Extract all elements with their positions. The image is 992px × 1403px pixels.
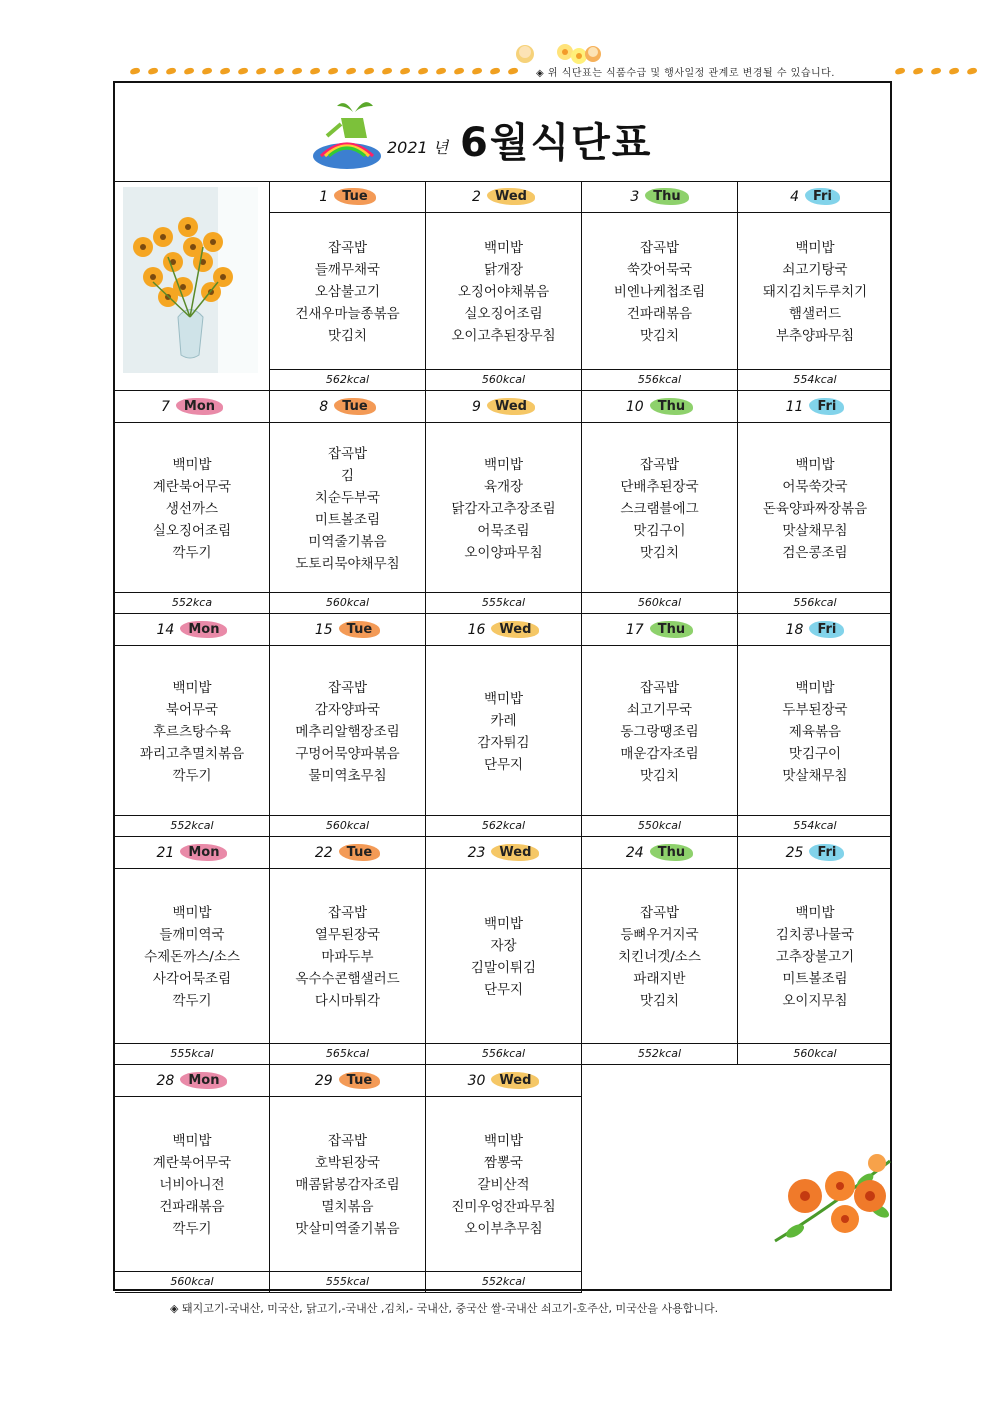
menu-item: 등뼈우거지국 <box>620 927 699 943</box>
kcal-label: 556kcal <box>738 592 892 613</box>
menu-item: 동그랑땡조림 <box>620 723 699 740</box>
day-number: 18 <box>785 621 804 638</box>
dot-border-left <box>130 68 518 78</box>
menu-item: 스크램블에그 <box>620 500 699 517</box>
kcal-label: 560kcal <box>582 592 737 613</box>
menu-item: 실오징어조림 <box>152 522 232 539</box>
weekday-badge: Tue <box>339 621 381 638</box>
menu-item: 백미밥 <box>483 456 524 473</box>
day-number: 10 <box>625 398 644 415</box>
kcal-label: 560kcal <box>426 369 581 390</box>
menu-item: 잡곡밥 <box>639 679 680 696</box>
menu-item: 백미밥 <box>483 690 524 707</box>
menu-item: 매콤닭봉감자조림 <box>295 1177 400 1193</box>
day-header <box>426 614 581 646</box>
menu-item: 맛김구이 <box>633 522 686 539</box>
menu-list <box>738 677 892 787</box>
weekday-badge: Thu <box>650 621 693 638</box>
menu-item: 옥수수콘햄샐러드 <box>295 971 400 987</box>
weekday-badge: Wed <box>491 621 539 638</box>
menu-item: 단무지 <box>483 982 524 998</box>
menu-item: 짬뽕국 <box>483 1155 524 1171</box>
title-row <box>115 83 890 182</box>
day-number: 14 <box>156 621 175 638</box>
menu-item: 카레 <box>490 712 517 729</box>
menu-item: 오삼불고기 <box>314 284 381 300</box>
menu-item: 맛살채무침 <box>782 522 848 539</box>
weekday-badge: Fri <box>809 398 844 415</box>
menu-item: 김치콩나물국 <box>775 927 855 943</box>
day-cell <box>582 391 738 614</box>
menu-item: 닭개장 <box>483 262 524 278</box>
menu-list <box>270 1130 425 1240</box>
kcal-label: 550kcal <box>582 815 737 836</box>
kcal-label: 554kcal <box>738 815 892 836</box>
day-header <box>270 181 425 213</box>
menu-list <box>426 913 581 1001</box>
menu-item: 물미역초무침 <box>308 767 387 784</box>
day-cell <box>270 1065 426 1293</box>
day-number: 7 <box>160 398 170 415</box>
day-number: 17 <box>625 621 644 638</box>
day-number: 9 <box>472 398 481 415</box>
weekday-badge: Fri <box>805 188 840 205</box>
day-cell <box>270 614 426 837</box>
menu-list <box>582 677 737 787</box>
day-header <box>115 391 269 423</box>
day-cell <box>738 181 892 391</box>
menu-item: 파래지반 <box>633 971 686 987</box>
menu-item: 맛김치 <box>639 993 680 1009</box>
menu-list <box>426 454 581 564</box>
menu-item: 맛살채무침 <box>782 767 848 784</box>
menu-item: 햄샐러드 <box>788 306 842 322</box>
menu-item: 부추양파무침 <box>775 328 855 344</box>
menu-item: 너비아니전 <box>159 1177 225 1193</box>
menu-item: 백미밥 <box>172 679 212 696</box>
menu-item: 수제돈까스/소스 <box>144 949 240 965</box>
menu-list <box>270 443 425 575</box>
watering-can-logo <box>311 96 389 172</box>
day-header <box>426 837 581 869</box>
menu-item: 계란북어무국 <box>152 1155 232 1171</box>
menu-item: 자장 <box>490 938 517 954</box>
menu-item: 맛김치 <box>639 328 680 344</box>
menu-item: 감자양파국 <box>314 701 381 718</box>
menu-item: 돼지김치두루치기 <box>762 284 868 300</box>
day-header <box>270 1065 425 1097</box>
day-header <box>115 837 269 869</box>
weekday-badge: Tue <box>339 1072 381 1089</box>
day-number: 16 <box>467 621 486 638</box>
menu-item: 김말이튀김 <box>470 960 537 976</box>
menu-item: 단무지 <box>483 756 524 773</box>
menu-item: 미트볼조림 <box>782 971 848 987</box>
day-cell <box>738 614 892 837</box>
day-number: 29 <box>314 1072 333 1089</box>
day-cell <box>426 837 582 1065</box>
menu-list <box>115 1130 269 1240</box>
menu-item: 백미밥 <box>795 456 835 473</box>
day-header <box>738 614 892 646</box>
kcal-label: 552kca <box>115 592 269 613</box>
menu-list <box>426 688 581 776</box>
day-cell <box>115 837 270 1065</box>
day-number: 23 <box>467 844 486 861</box>
day-header <box>738 391 892 423</box>
dot-border-right <box>895 68 977 78</box>
day-cell <box>270 181 426 391</box>
menu-item: 후르츠탕수육 <box>152 723 232 740</box>
kcal-label: 560kcal <box>115 1271 269 1292</box>
menu-item: 마파두부 <box>321 949 374 965</box>
top-notice: ◈ 위 식단표는 식품수급 및 행사일정 관계로 변경될 수 있습니다. <box>536 68 835 79</box>
menu-item: 단배추된장국 <box>620 478 699 495</box>
menu-item: 치킨너겟/소스 <box>618 949 701 965</box>
menu-item: 쇠고기무국 <box>626 701 693 718</box>
menu-item: 잡곡밥 <box>327 679 368 696</box>
menu-item: 깍두기 <box>172 1221 212 1237</box>
menu-item: 생선까스 <box>165 500 219 517</box>
menu-item: 백미밥 <box>172 905 212 921</box>
menu-item: 들깨미역국 <box>159 927 225 943</box>
menu-list <box>582 902 737 1012</box>
day-header <box>426 391 581 423</box>
day-number: 30 <box>467 1072 486 1089</box>
menu-list <box>426 237 581 347</box>
day-cell <box>738 837 892 1065</box>
kcal-label: 552kcal <box>115 815 269 836</box>
weekday-badge: Wed <box>491 844 539 861</box>
menu-item: 맛김구이 <box>788 745 842 762</box>
menu-item: 제육볶음 <box>788 723 842 740</box>
menu-item: 잡곡밥 <box>639 905 680 921</box>
menu-item: 계란북어무국 <box>152 478 232 495</box>
menu-item: 북어무국 <box>165 701 219 718</box>
menu-item: 백미밥 <box>172 456 212 473</box>
menu-item: 잡곡밥 <box>327 905 368 921</box>
menu-item: 멸치볶음 <box>321 1199 374 1215</box>
menu-item: 닭감자고추장조림 <box>451 500 556 517</box>
menu-item: 깍두기 <box>172 767 212 784</box>
day-cell <box>426 1065 582 1293</box>
day-header <box>426 1065 581 1097</box>
kcal-label: 562kcal <box>426 815 581 836</box>
day-header <box>582 614 737 646</box>
day-cell <box>270 391 426 614</box>
menu-item: 오이고추된장무침 <box>451 328 556 344</box>
weekday-badge: Thu <box>650 398 693 415</box>
menu-item: 열무된장국 <box>314 927 381 943</box>
day-header <box>115 1065 269 1097</box>
menu-item: 오이양파무침 <box>464 544 543 561</box>
menu-list <box>115 454 269 564</box>
day-cell <box>426 391 582 614</box>
menu-item: 잡곡밥 <box>327 1133 368 1149</box>
menu-item: 돈육양파짜장볶음 <box>762 500 868 517</box>
weekday-badge: Mon <box>180 621 227 638</box>
day-number: 21 <box>156 844 175 861</box>
menu-item: 맛살미역줄기볶음 <box>295 1221 400 1237</box>
kcal-label: 555kcal <box>426 592 581 613</box>
menu-item: 오징어야채볶음 <box>457 284 550 300</box>
kcal-label: 562kcal <box>270 369 425 390</box>
day-number: 15 <box>314 621 333 638</box>
menu-item: 김 <box>340 467 355 484</box>
menu-item: 오이부추무침 <box>464 1221 543 1237</box>
menu-item: 갈비산적 <box>477 1177 530 1193</box>
orange-flowers-illustration <box>765 1151 900 1251</box>
menu-item: 들깨무채국 <box>314 262 381 278</box>
menu-list <box>582 237 737 347</box>
weekday-badge: Mon <box>180 1072 227 1089</box>
kcal-label: 560kcal <box>738 1043 892 1064</box>
menu-item: 도토리묵야채무침 <box>295 555 400 572</box>
menu-item: 잡곡밥 <box>639 456 680 473</box>
day-cell <box>270 837 426 1065</box>
day-header <box>270 391 425 423</box>
menu-item: 쑥갓어묵국 <box>626 262 693 278</box>
weekday-badge: Wed <box>487 188 535 205</box>
menu-item: 오이지무침 <box>782 993 848 1009</box>
kcal-label: 555kcal <box>115 1043 269 1064</box>
photo-cell <box>115 181 270 391</box>
page-title: 6월식단표 <box>460 120 653 166</box>
day-cell <box>738 391 892 614</box>
weekday-badge: Thu <box>650 844 693 861</box>
menu-item: 어묵조림 <box>477 522 530 539</box>
day-header <box>426 181 581 213</box>
weekday-badge: Fri <box>809 844 844 861</box>
menu-item: 진미우엉잔파무침 <box>451 1199 556 1215</box>
menu-item: 고추장불고기 <box>775 949 855 965</box>
weekday-badge: Tue <box>334 398 376 415</box>
weekday-badge: Tue <box>339 844 381 861</box>
kcal-label: 552kcal <box>426 1271 581 1292</box>
day-header <box>582 837 737 869</box>
menu-list <box>738 237 892 347</box>
day-cell <box>426 614 582 837</box>
day-cell <box>582 614 738 837</box>
menu-item: 잡곡밥 <box>639 240 680 256</box>
menu-item: 육개장 <box>483 478 524 495</box>
day-header <box>582 391 737 423</box>
menu-item: 검은콩조림 <box>782 544 848 561</box>
day-cell <box>426 181 582 391</box>
day-header <box>738 181 892 213</box>
weekday-badge: Mon <box>176 398 223 415</box>
year-label: 2021 년 <box>387 138 449 157</box>
menu-item: 어묵쑥갓국 <box>782 478 848 495</box>
menu-item: 백미밥 <box>483 1133 524 1149</box>
weekday-badge: Wed <box>491 1072 539 1089</box>
day-cell <box>115 614 270 837</box>
kcal-label: 565kcal <box>270 1043 425 1064</box>
menu-item: 호박된장국 <box>314 1155 381 1171</box>
menu-item: 치순두부국 <box>314 489 381 506</box>
menu-list <box>270 677 425 787</box>
menu-item: 미역줄기볶음 <box>308 533 387 550</box>
day-number: 4 <box>790 188 799 205</box>
day-number: 3 <box>630 188 640 205</box>
menu-item: 건새우마늘종볶음 <box>295 306 400 322</box>
day-number: 11 <box>785 398 804 415</box>
day-number: 28 <box>156 1072 175 1089</box>
day-header <box>270 837 425 869</box>
menu-list <box>582 454 737 564</box>
menu-item: 백미밥 <box>795 240 835 256</box>
menu-list <box>738 454 892 564</box>
menu-list <box>270 902 425 1012</box>
day-number: 22 <box>314 844 333 861</box>
menu-list <box>738 902 892 1012</box>
menu-item: 맛김치 <box>639 544 680 561</box>
footer-origin-note: ◈ 돼지고기-국내산, 미국산, 닭고기,-국내산 ,김치,- 국내산, 중국산 쌀-국내산 쇠고기-호주산, 미국산을 사용합니다. <box>170 1302 719 1315</box>
menu-item: 백미밥 <box>172 1133 212 1149</box>
day-header <box>738 837 892 869</box>
day-number: 8 <box>319 398 329 415</box>
menu-item: 비엔나케첩조림 <box>613 284 706 300</box>
menu-list <box>115 677 269 787</box>
menu-list <box>115 902 269 1012</box>
weekday-badge: Thu <box>645 188 688 205</box>
menu-item: 구멍어묵양파볶음 <box>295 745 400 762</box>
menu-item: 잡곡밥 <box>327 445 368 462</box>
menu-item: 잡곡밥 <box>327 240 368 256</box>
menu-item: 맛김치 <box>327 328 368 344</box>
menu-item: 두부된장국 <box>782 701 848 718</box>
day-cell <box>582 837 738 1065</box>
menu-list <box>270 237 425 347</box>
menu-item: 꽈리고추멸치볶음 <box>139 745 245 762</box>
menu-item: 깍두기 <box>172 544 212 561</box>
day-cell <box>115 391 270 614</box>
weekday-badge: Tue <box>334 188 376 205</box>
menu-calendar <box>113 81 892 1291</box>
weekday-badge: Fri <box>809 621 844 638</box>
kcal-label: 554kcal <box>738 369 892 390</box>
day-header <box>270 614 425 646</box>
weekday-badge: Mon <box>180 844 227 861</box>
menu-item: 백미밥 <box>795 679 835 696</box>
day-cell <box>582 181 738 391</box>
menu-item: 사각어묵조림 <box>152 971 232 987</box>
day-header <box>115 614 269 646</box>
kcal-label: 560kcal <box>270 592 425 613</box>
kcal-label: 556kcal <box>426 1043 581 1064</box>
menu-item: 백미밥 <box>483 916 524 932</box>
day-cell <box>115 1065 270 1293</box>
menu-item: 실오징어조림 <box>464 306 543 322</box>
menu-item: 맛김치 <box>639 767 680 784</box>
day-number: 25 <box>785 844 804 861</box>
flower-vase-photo <box>123 187 258 373</box>
menu-item: 다시마튀각 <box>314 993 381 1009</box>
kcal-label: 560kcal <box>270 815 425 836</box>
menu-item: 건파래볶음 <box>626 306 693 322</box>
menu-item: 매운감자조림 <box>620 745 699 762</box>
menu-item: 미트볼조림 <box>314 511 381 528</box>
kcal-label: 556kcal <box>582 369 737 390</box>
day-number: 2 <box>472 188 481 205</box>
menu-item: 감자튀김 <box>477 734 530 751</box>
kcal-label: 555kcal <box>270 1271 425 1292</box>
menu-item: 깍두기 <box>172 993 212 1009</box>
menu-item: 백미밥 <box>483 240 524 256</box>
kcal-label: 552kcal <box>582 1043 737 1064</box>
weekday-badge: Wed <box>487 398 535 415</box>
menu-item: 쇠고기탕국 <box>782 262 848 278</box>
menu-item: 건파래볶음 <box>159 1199 225 1215</box>
day-number: 24 <box>625 844 644 861</box>
menu-item: 메추리알햄장조림 <box>295 723 400 740</box>
day-number: 1 <box>319 188 329 205</box>
menu-list <box>426 1130 581 1240</box>
menu-item: 백미밥 <box>795 905 835 921</box>
day-header <box>582 181 737 213</box>
